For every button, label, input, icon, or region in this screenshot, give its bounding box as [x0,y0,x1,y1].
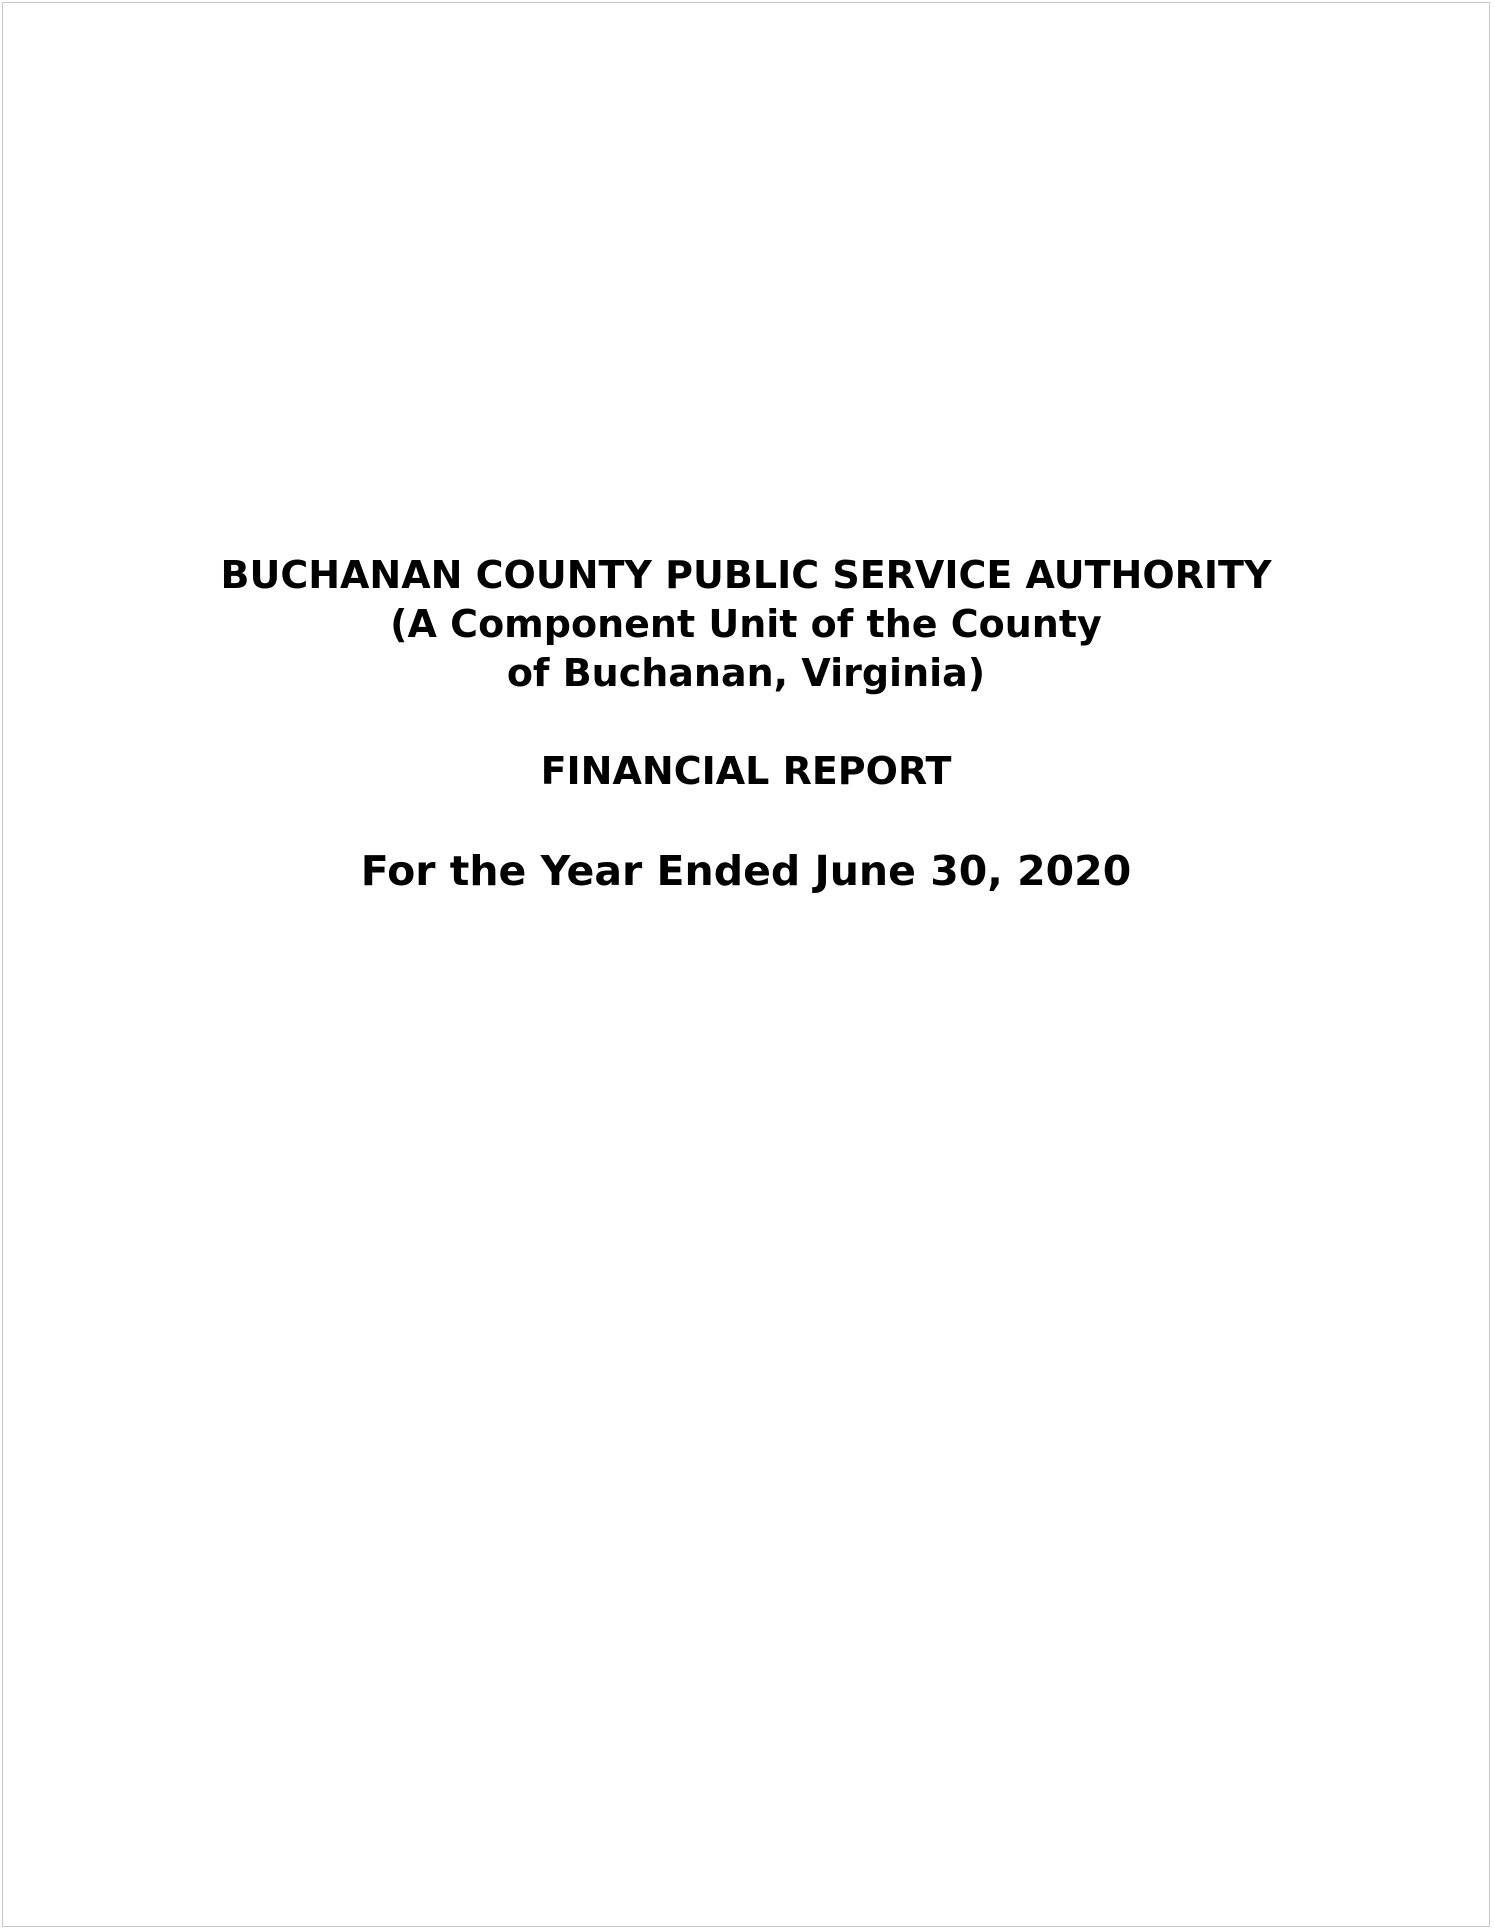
report-title: FINANCIAL REPORT [540,749,952,793]
document-page [2,2,1490,1927]
entity-description-line-1: (A Component Unit of the County [390,602,1102,646]
reporting-period: For the Year Ended June 30, 2020 [360,847,1132,895]
cover-title-block [3,551,1489,897]
entity-name: BUCHANAN COUNTY PUBLIC SERVICE AUTHORITY [220,553,1272,597]
entity-description-line-2: of Buchanan, Virginia) [506,651,986,695]
